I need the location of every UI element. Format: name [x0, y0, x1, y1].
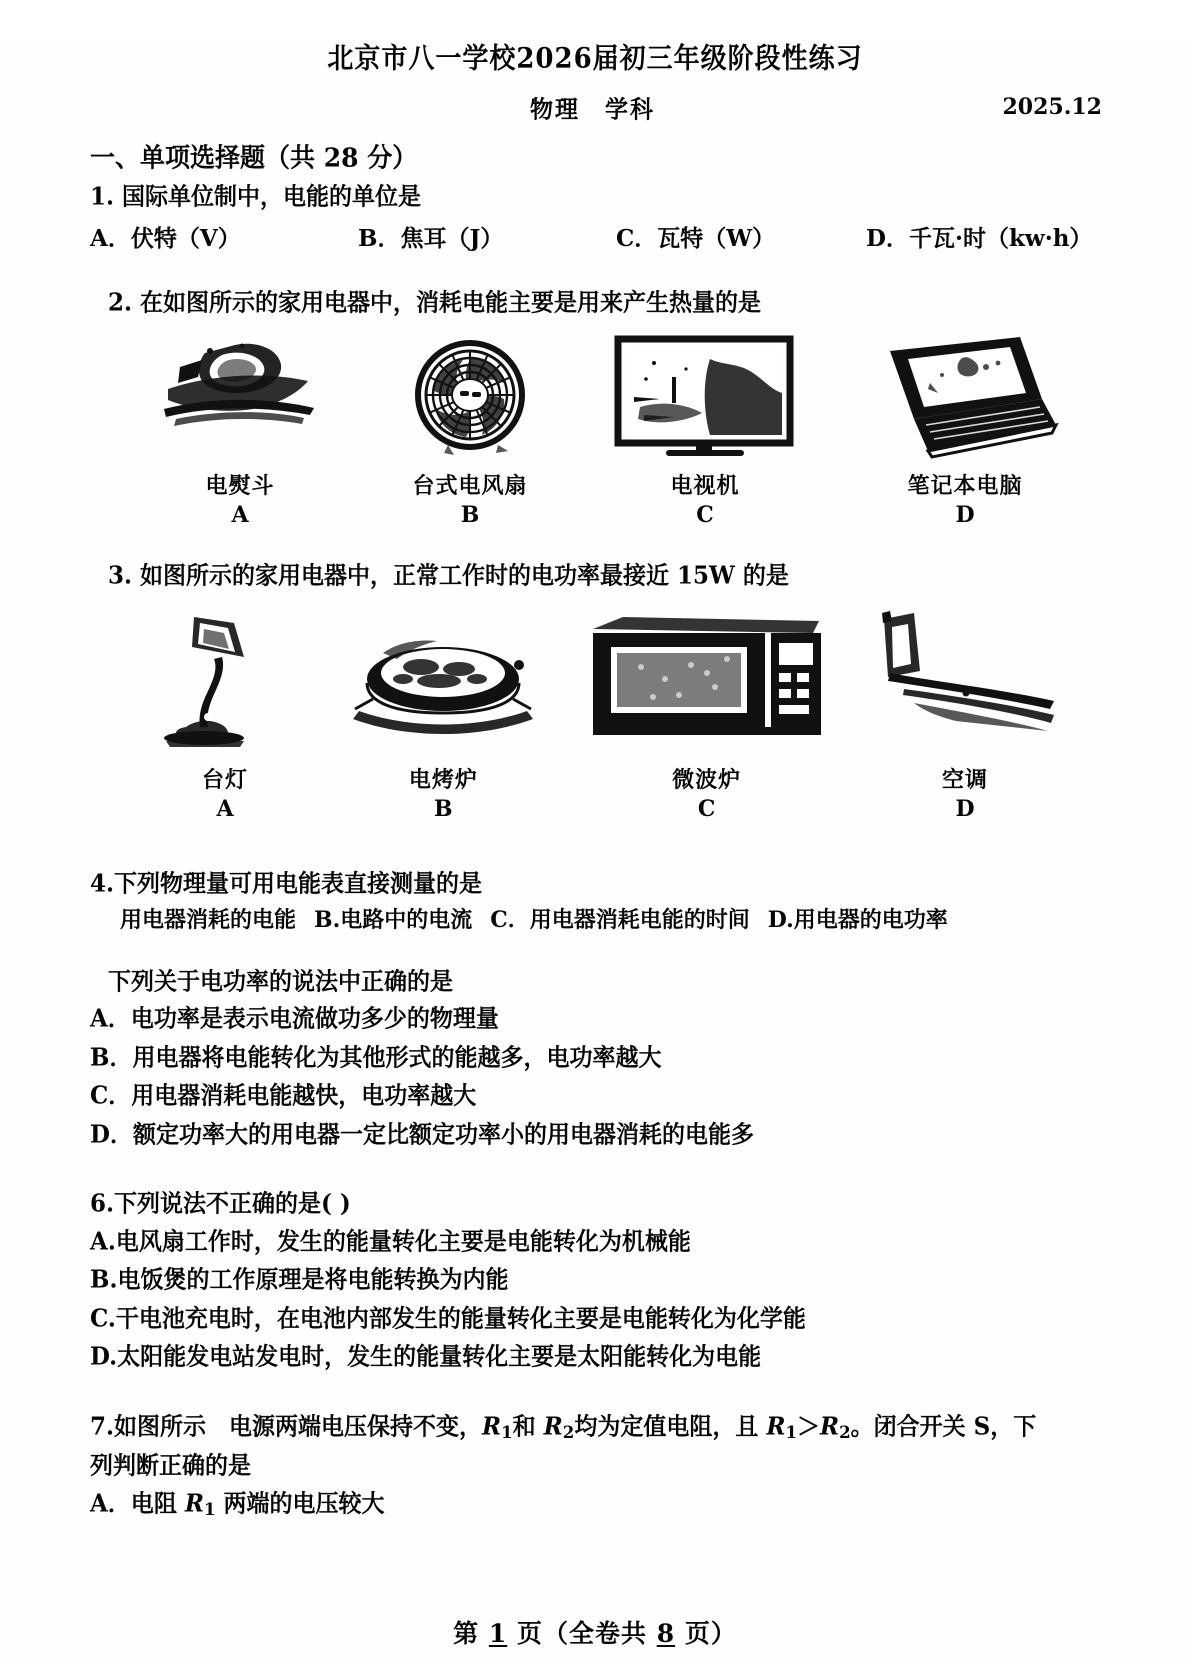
figure-electric-iron	[150, 333, 330, 528]
question-2-stem: 2. 在如图所示的家用电器中，消耗电能主要是用来产生热量的是	[108, 288, 762, 317]
figure-microwave-oven	[587, 607, 827, 822]
question-4-stem: 4.下列物理量可用电能表直接测量的是	[90, 869, 483, 898]
figure-desk-fan	[400, 333, 540, 528]
question-4	[90, 868, 1100, 934]
footer-suffix: 页）	[684, 1619, 737, 1648]
page-footer	[0, 1614, 1190, 1650]
question-6-option-d[interactable]: D.太阳能发电站发电时，发生的能量转化主要是太阳能转化为电能	[90, 1342, 762, 1371]
question-5	[90, 966, 1100, 1153]
question-4-option-d[interactable]: D.用电器的电功率	[767, 906, 948, 933]
question-4-option-c[interactable]: C．用电器消耗电能的时间	[490, 906, 750, 933]
footer-middle: 页（全卷共	[516, 1619, 647, 1648]
question-5-option-d[interactable]: D．额定功率大的用电器一定比额定功率小的用电器消耗的电能多	[90, 1120, 754, 1149]
question-5-option-b[interactable]: B．用电器将电能转化为其他形式的能越多，电功率越大	[90, 1043, 662, 1072]
footer-total-pages: 8	[656, 1619, 676, 1648]
subject-row	[90, 91, 1100, 125]
figure-caption: 台灯	[201, 766, 248, 793]
figure-electric-grill	[343, 607, 543, 822]
question-2	[90, 287, 1100, 529]
figure-laptop	[870, 333, 1060, 528]
question-5-option-c[interactable]: C．用电器消耗电能越快，电功率越大	[90, 1081, 477, 1110]
question-7-option-a-post: 两端的电压较大	[215, 1489, 385, 1518]
air-conditioner-icon	[870, 607, 1060, 757]
question-1-option-a[interactable]: A．伏特（V）	[90, 224, 241, 252]
figure-caption: 空调	[941, 766, 988, 793]
figure-caption: 微波炉	[672, 766, 742, 793]
question-2-figures	[90, 333, 1100, 528]
question-5-stem: 下列关于电功率的说法中正确的是	[108, 967, 453, 996]
resistor-r1-symbol-3: R	[184, 1489, 204, 1518]
figure-letter: A	[231, 502, 249, 529]
question-1-option-d[interactable]: D．千瓦·时（kw·h）	[866, 224, 1093, 252]
electric-iron-icon	[150, 333, 330, 463]
figure-television	[610, 333, 800, 528]
question-7-stem-part1: 7.如图所示 电源两端电压保持不变，	[90, 1412, 483, 1441]
question-4-options	[120, 903, 1100, 934]
question-7-stem-mid: 和	[512, 1412, 544, 1441]
question-6-option-b[interactable]: B.电饭煲的工作原理是将电能转换为内能	[90, 1265, 509, 1294]
question-1-option-b[interactable]: B．焦耳（J）	[358, 224, 504, 252]
resistor-r1-symbol: R	[482, 1412, 502, 1441]
television-icon	[610, 333, 800, 463]
question-7-option-a[interactable]	[90, 1486, 1100, 1522]
figure-air-conditioner	[870, 607, 1060, 822]
figure-caption: 台式电风扇	[412, 473, 528, 500]
figure-letter: B	[460, 502, 480, 529]
question-3-stem: 3. 如图所示的家用电器中，正常工作时的电功率最接近 15W 的是	[108, 561, 789, 590]
question-3	[90, 560, 1100, 822]
resistor-r2-subscript: 2	[562, 1421, 575, 1443]
desk-lamp-icon	[150, 607, 300, 757]
question-1-option-c[interactable]: C．瓦特（W）	[616, 224, 776, 252]
resistor-r2-symbol: R	[543, 1412, 563, 1441]
question-7	[90, 1411, 1100, 1521]
question-7-stem	[90, 1410, 1100, 1444]
greater-than-symbol: ＞	[796, 1412, 820, 1441]
figure-caption: 电熨斗	[205, 473, 275, 500]
question-6-option-a[interactable]: A.电风扇工作时，发生的能量转化主要是电能转化为机械能	[90, 1227, 691, 1256]
question-6-stem: 6.下列说法不正确的是( )	[90, 1189, 351, 1218]
laptop-icon	[870, 333, 1060, 463]
exam-date: 2025.12	[1002, 94, 1102, 120]
question-7-stem-part3: 。闭合开关 S，下	[850, 1412, 1037, 1441]
question-6-option-c[interactable]: C.干电池充电时，在电池内部发生的能量转化主要是电能转化为化学能	[90, 1304, 806, 1333]
resistor-r1-subscript-3: 1	[203, 1498, 216, 1519]
question-7-option-a-pre: A．电阻	[90, 1489, 185, 1518]
figure-caption: 笔记本电脑	[907, 473, 1023, 500]
subject-label: 物理 学科	[530, 95, 655, 124]
microwave-oven-icon	[587, 607, 827, 757]
figure-caption: 电烤炉	[408, 766, 478, 793]
question-4-option-b[interactable]: B.电路中的电流	[314, 906, 473, 933]
question-3-figures	[90, 607, 1100, 822]
figure-letter: D	[955, 502, 975, 529]
resistor-r1-symbol-2: R	[766, 1412, 786, 1441]
exam-page	[0, 38, 1190, 1662]
question-1-options	[90, 220, 1100, 253]
figure-letter: D	[955, 795, 975, 822]
question-1-stem: 1. 国际单位制中，电能的单位是	[90, 182, 422, 211]
footer-prefix: 第	[453, 1619, 480, 1648]
footer-page-number: 1	[488, 1619, 508, 1648]
question-4-option-a[interactable]: 用电器消耗的电能	[120, 906, 297, 933]
figure-caption: 电视机	[670, 473, 740, 500]
section-title: 一、单项选择题（共 28 分）	[90, 142, 418, 173]
question-6	[90, 1188, 1100, 1375]
resistor-r1-subscript-2: 1	[785, 1421, 797, 1443]
figure-letter: B	[434, 795, 453, 822]
resistor-r2-subscript-2: 2	[839, 1421, 851, 1443]
electric-grill-icon	[343, 607, 543, 757]
desk-fan-icon	[400, 333, 540, 463]
question-7-stem-line2: 列判断正确的是	[90, 1451, 251, 1480]
page-title: 北京市八一学校2026届初三年级阶段性练习	[327, 43, 863, 76]
question-5-option-a[interactable]: A．电功率是表示电流做功多少的物理量	[90, 1004, 499, 1033]
figure-letter: C	[697, 795, 716, 822]
question-7-stem-part2: 均为定值电阻，且	[574, 1412, 767, 1441]
figure-letter: A	[216, 795, 234, 822]
resistor-r2-symbol-2: R	[819, 1412, 840, 1441]
resistor-r1-subscript: 1	[501, 1421, 513, 1443]
question-1	[90, 181, 1100, 253]
figure-letter: C	[696, 502, 714, 529]
figure-desk-lamp	[150, 607, 300, 822]
